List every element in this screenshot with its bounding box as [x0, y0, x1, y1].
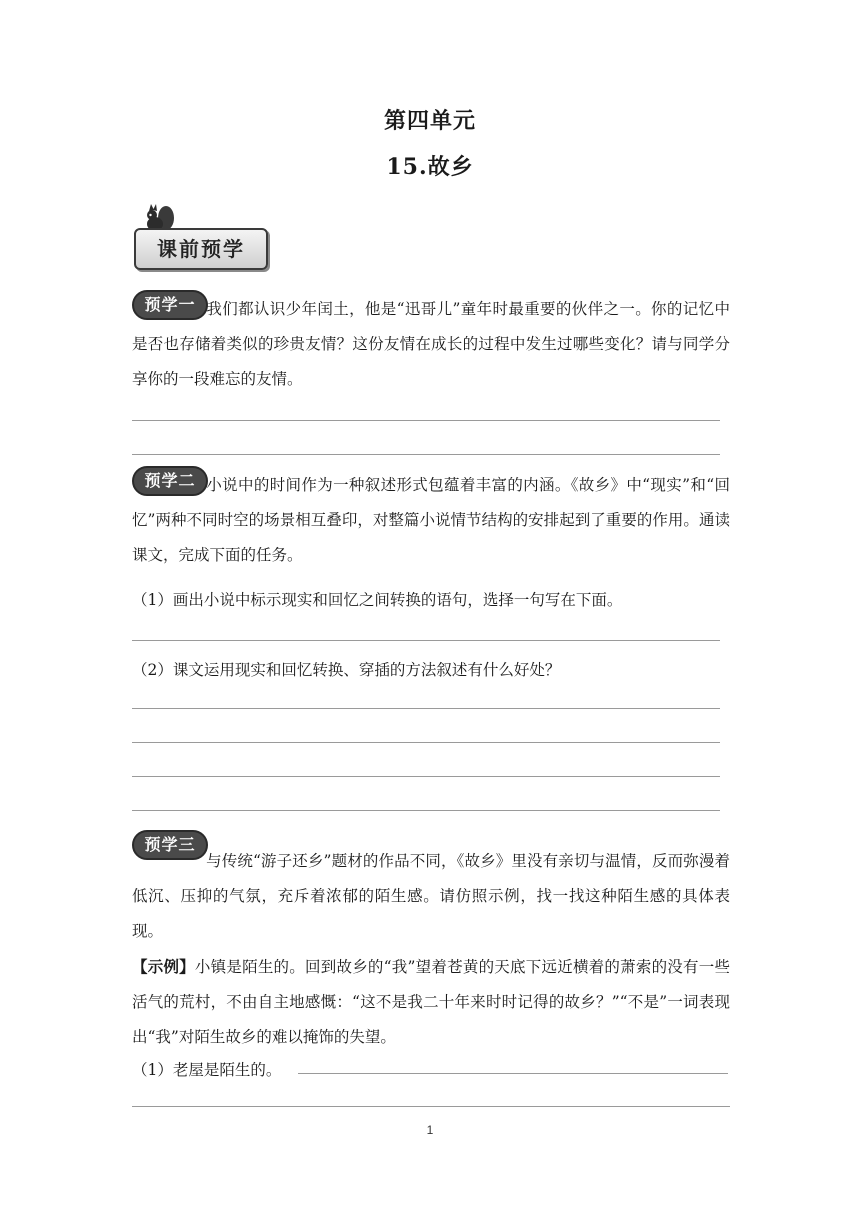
section-badge-3-label: 预学三: [144, 835, 196, 854]
banner-board: [134, 228, 268, 270]
example-label: 【示例】: [132, 957, 195, 976]
answer-line[interactable]: [132, 1106, 730, 1107]
section-2-question-1: （1）画出小说中标示现实和回忆之间转换的语句，选择一句写在下面。: [132, 591, 623, 609]
lesson-title: 15.故乡: [386, 154, 474, 180]
answer-line[interactable]: [298, 1073, 728, 1074]
section-2-text: [132, 468, 730, 573]
answer-line[interactable]: [132, 776, 720, 777]
section-2-body: 小说中的时间作为一种叙述形式包蕴着丰富的内涵。《故乡》中“现实”和“回忆”两种不同时空的场景相互叠印，对整篇小说情节结构的安排起到了重要的作用。通读课文，完成下面的任务。: [132, 476, 730, 564]
section-badge-2-label: 预学二: [144, 471, 196, 490]
section-3-question-1: （1）老屋是陌生的。: [132, 1061, 282, 1079]
section-1-body: 我们都认识少年闰土，他是“迅哥儿”童年时最重要的伙伴之一。你的记忆中是否也存储着类似的珍贵友情？这份友情在成长的过程中发生过哪些变化？请与同学分享你的一段难忘的友情。: [132, 300, 730, 388]
section-1-text: [132, 292, 730, 397]
answer-line[interactable]: [132, 640, 720, 641]
example-text: 小镇是陌生的。回到故乡的“我”望着苍黄的天底下远近横着的萧索的没有一些活气的荒村，不由自主地感慨：“这不是我二十年来时时记得的故乡？”“不是”一词表现出“我”对陌生故乡的难以掩饰的失望。: [132, 958, 730, 1046]
answer-line[interactable]: [132, 454, 720, 455]
example-block: [132, 949, 730, 1055]
answer-line[interactable]: [132, 708, 720, 709]
section-2-question-2: （2）课文运用现实和回忆转换、穿插的方法叙述有什么好处？: [132, 661, 561, 679]
section-badge-1-label: 预学一: [144, 295, 196, 314]
unit-title: 第四单元: [383, 108, 476, 134]
answer-line[interactable]: [132, 420, 720, 421]
pre-study-banner: [132, 200, 268, 272]
section-3-body: 与传统“游子还乡”题材的作品不同，《故乡》里没有亲切与温情，反而弥漫着低沉、压抑的气氛，充斥着浓郁的陌生感。请仿照示例，找一找这种陌生感的具体表现。: [132, 852, 730, 940]
answer-line[interactable]: [132, 810, 720, 811]
banner-label: 课前预学: [157, 237, 245, 261]
answer-line[interactable]: [132, 742, 720, 743]
page-number: 1: [426, 1123, 434, 1137]
section-3-text: [132, 844, 730, 949]
